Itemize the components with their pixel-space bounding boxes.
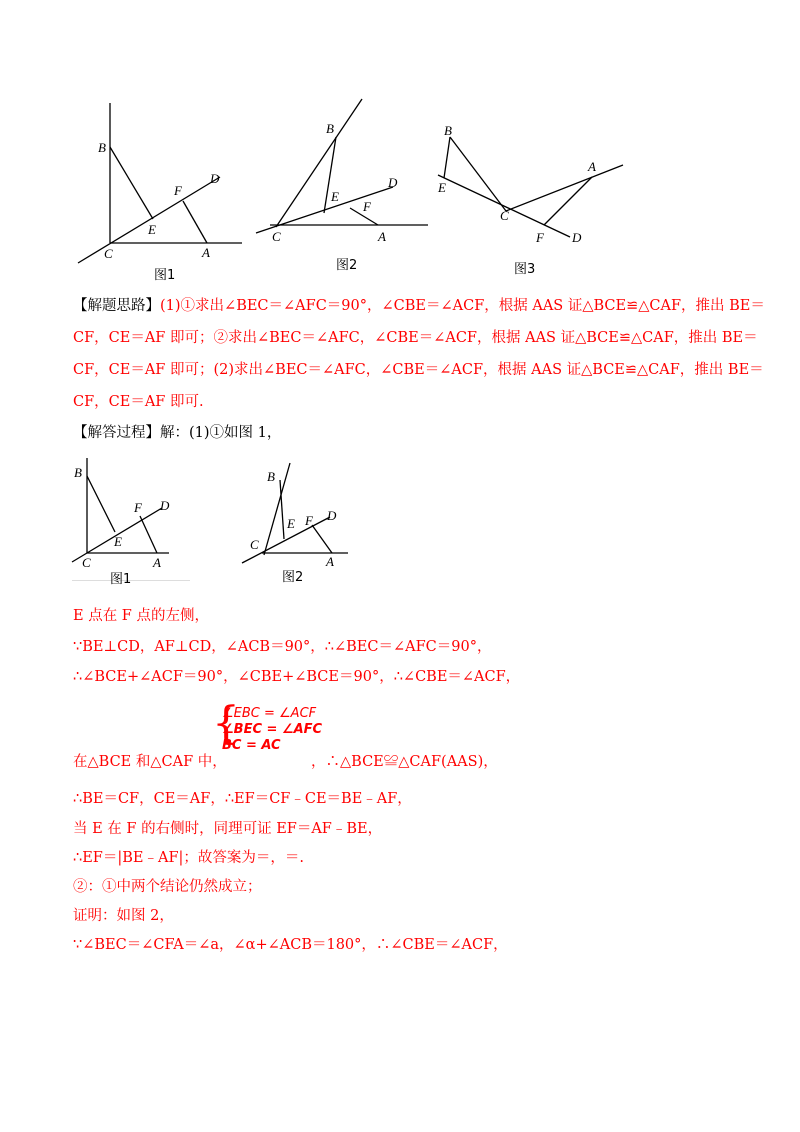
thinking-label: 【解题思路】 — [73, 298, 160, 314]
label-e: E — [287, 516, 295, 531]
system-eq-1: ∠EBC = ∠ACF — [222, 706, 317, 721]
label-c: C — [500, 208, 509, 223]
label-d: D — [327, 508, 337, 523]
process-intro: 解：(1)①如图 1， — [160, 425, 282, 441]
label-a: A — [378, 229, 386, 244]
caption: 图1 — [110, 572, 132, 587]
caption: 图2 — [282, 570, 304, 585]
solution-line-7: ∴EF＝|BE﹣AF|；故答案为＝，＝. — [73, 850, 305, 866]
segment-be — [110, 147, 153, 219]
thinking-line-4: CF，CE＝AF 即可. — [73, 394, 204, 410]
label-c: C — [250, 537, 259, 552]
label-f: F — [305, 513, 313, 528]
segment-fa — [312, 525, 332, 553]
label-c: C — [104, 246, 113, 261]
label-d: D — [388, 175, 398, 190]
caption: 图1 — [154, 268, 176, 283]
label-d: D — [572, 230, 582, 245]
top-figure-3 — [430, 115, 630, 285]
label-f: F — [174, 183, 182, 198]
system-eq-2: ∠BEC = ∠AFC — [222, 722, 323, 737]
segment-bc — [450, 137, 506, 211]
line-cd — [78, 177, 220, 263]
line-cb-extended — [276, 99, 362, 227]
solution-line-6: 当 E 在 F 的右侧时，同理可证 EF＝AF﹣BE， — [73, 821, 383, 837]
solution-line-8: ②：①中两个结论仍然成立； — [73, 879, 262, 895]
thinking-line-2: CF，CE＝AF 即可；②求出∠BEC＝∠AFC，∠CBE＝∠ACF，根据 AAS 证△BCE≌△CAF，推出 BE＝ — [73, 330, 758, 346]
top-figure-2 — [250, 95, 435, 280]
segment-fa — [183, 201, 207, 243]
mid-figure-1 — [70, 450, 195, 590]
label-e: E — [148, 222, 156, 237]
label-c: C — [82, 555, 91, 570]
label-b: B — [444, 123, 452, 138]
label-b: B — [326, 121, 334, 136]
label-a: A — [202, 245, 210, 260]
mid-figure-2 — [240, 455, 355, 590]
solution-line-3: ∴∠BCE+∠ACF＝90°，∠CBE+∠BCE＝90°，∴∠CBE＝∠ACF， — [73, 669, 521, 685]
solution-line-4-b: ，∴△BCE≌△CAF(AAS)， — [311, 754, 498, 770]
solution-line-4 — [73, 750, 498, 771]
label-b: B — [74, 465, 82, 480]
solution-line-4-a: 在△BCE 和△CAF 中， — [73, 754, 227, 770]
label-f: F — [363, 199, 371, 214]
caption: 图3 — [514, 262, 536, 277]
segment-be — [280, 480, 284, 539]
label-e: E — [438, 180, 446, 195]
line-cd — [438, 175, 570, 237]
segment-be — [444, 137, 450, 178]
label-b: B — [267, 469, 275, 484]
solution-line-5: ∴BE＝CF，CE＝AF，∴EF＝CF﹣CE＝BE﹣AF， — [73, 791, 412, 807]
solution-line-2: ∵BE⊥CD，AF⊥CD，∠ACB＝90°，∴∠BEC＝∠AFC＝90°， — [73, 639, 492, 655]
system-eq-3: BC = AC — [222, 738, 281, 753]
label-d: D — [210, 171, 220, 186]
process-label: 【解答过程】 — [73, 425, 160, 441]
label-a: A — [153, 555, 161, 570]
label-c: C — [272, 229, 281, 244]
thinking-text-1: (1)①求出∠BEC＝∠AFC＝90°，∠CBE＝∠ACF，根据 AAS 证△BCE≌△CAF，推出 BE＝ — [160, 298, 765, 314]
label-b: B — [98, 140, 106, 155]
label-a: A — [326, 554, 334, 569]
caption: 图2 — [336, 258, 358, 273]
segment-be — [87, 476, 115, 532]
system-brace: { — [212, 698, 240, 749]
label-f: F — [134, 500, 142, 515]
thinking-line-3: CF，CE＝AF 即可；(2)求出∠BEC＝∠AFC，∠CBE＝∠ACF，根据 AAS 证△BCE≌△CAF，推出 BE＝ — [73, 362, 764, 378]
segment-fa — [140, 516, 157, 553]
label-a: A — [588, 159, 596, 174]
label-d: D — [160, 498, 170, 513]
segment-af — [544, 177, 592, 225]
solution-line-9: 证明：如图 2， — [73, 908, 174, 924]
solution-line-10: ∵∠BEC＝∠CFA＝∠a，∠α+∠ACB＝180°，∴∠CBE＝∠ACF， — [73, 937, 508, 953]
process-line — [73, 421, 281, 442]
label-e: E — [114, 534, 122, 549]
label-f: F — [536, 230, 544, 245]
top-figure-1 — [70, 95, 250, 290]
solution-line-1: E 点在 F 点的左侧， — [73, 608, 209, 624]
thinking-line-1 — [73, 294, 765, 315]
label-e: E — [331, 189, 339, 204]
